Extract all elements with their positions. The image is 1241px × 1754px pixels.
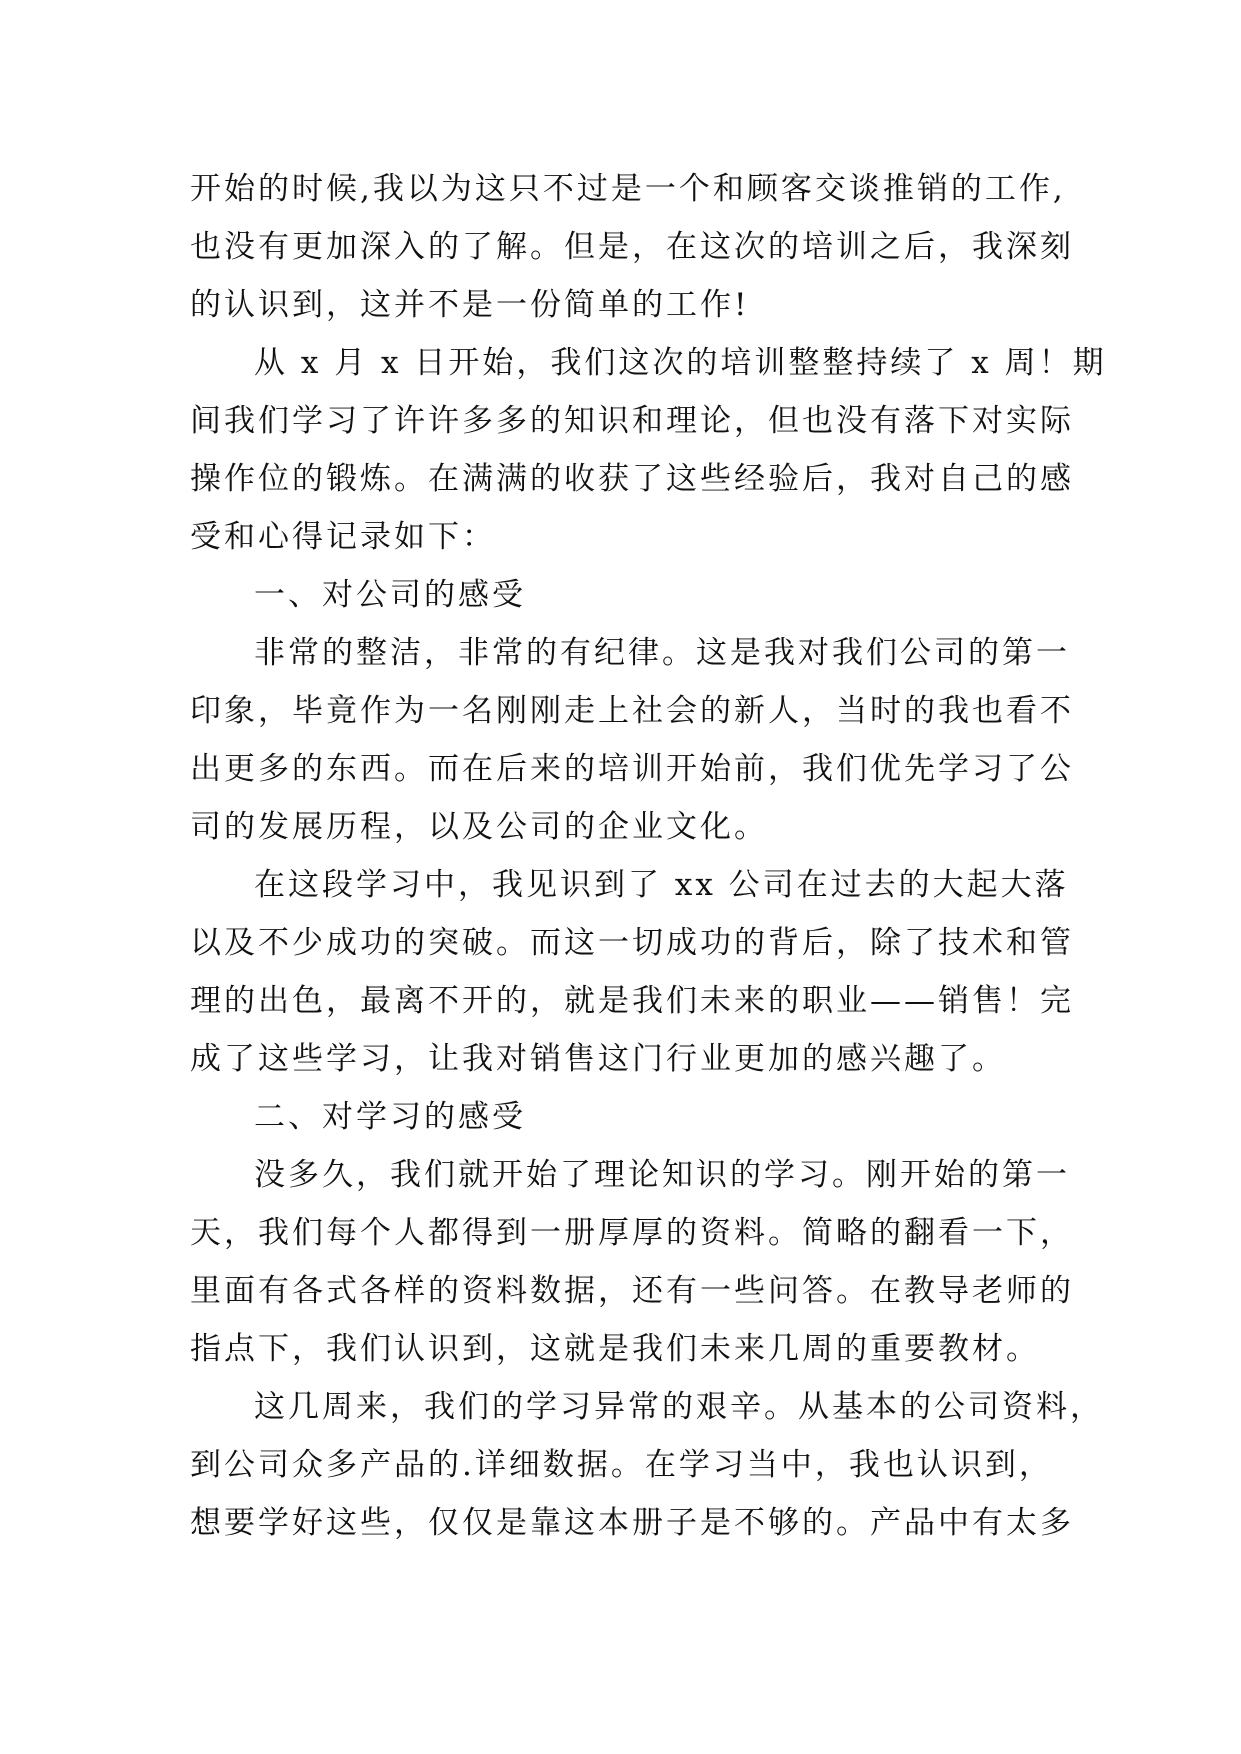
- text-line: 开始的时候,我以为这只不过是一个和顾客交谈推销的工作,: [190, 171, 1066, 207]
- text-line: 非常的整洁，非常的有纪律。这是我对我们公司的第一: [254, 635, 1070, 671]
- text-line: 理的出色，最离不开的，就是我们未来的职业——销售！完: [190, 983, 1074, 1019]
- section-heading: 一、对公司的感受: [254, 577, 526, 613]
- text-line: 以及不少成功的突破。而这一切成功的背后，除了技术和管: [190, 925, 1074, 961]
- text-line: 这几周来，我们的学习异常的艰辛。从基本的公司资料，: [254, 1389, 1104, 1425]
- text-line: 操作位的锻炼。在满满的收获了这些经验后，我对自己的感: [190, 461, 1074, 497]
- text-line: 没多久，我们就开始了理论知识的学习。刚开始的第一: [254, 1157, 1070, 1193]
- text-line: 指点下，我们认识到，这就是我们未来几周的重要教材。: [190, 1331, 1040, 1367]
- section-heading: 二、对学习的感受: [254, 1099, 526, 1135]
- text-line: 的认识到，这并不是一份简单的工作!: [190, 287, 750, 323]
- text-line: 在这段学习中，我见识到了 xx 公司在过去的大起大落: [254, 867, 1069, 903]
- document-body: [190, 160, 1107, 1552]
- text-line: 成了这些学习，让我对销售这门行业更加的感兴趣了。: [190, 1041, 1006, 1077]
- text-line: 间我们学习了许许多多的知识和理论，但也没有落下对实际: [190, 403, 1074, 439]
- text-line: 受和心得记录如下：: [190, 519, 496, 555]
- text-line: 司的发展历程，以及公司的企业文化。: [190, 809, 768, 845]
- text-line: 也没有更加深入的了解。但是，在这次的培训之后，我深刻: [190, 229, 1074, 265]
- text-line: 出更多的东西。而在后来的培训开始前，我们优先学习了公: [190, 751, 1074, 787]
- text-line: 从 x 月 x 日开始，我们这次的培训整整持续了 x 周！期: [254, 345, 1107, 381]
- text-line: 到公司众多产品的.详细数据。在学习当中，我也认识到，: [190, 1447, 1053, 1483]
- text-line: 想要学好这些，仅仅是靠这本册子是不够的。产品中有太多: [190, 1505, 1074, 1541]
- text-line: 印象，毕竟作为一名刚刚走上社会的新人，当时的我也看不: [190, 693, 1074, 729]
- text-line: 里面有各式各样的资料数据，还有一些问答。在教导老师的: [190, 1273, 1074, 1309]
- text-line: 天，我们每个人都得到一册厚厚的资料。简略的翻看一下，: [190, 1215, 1074, 1251]
